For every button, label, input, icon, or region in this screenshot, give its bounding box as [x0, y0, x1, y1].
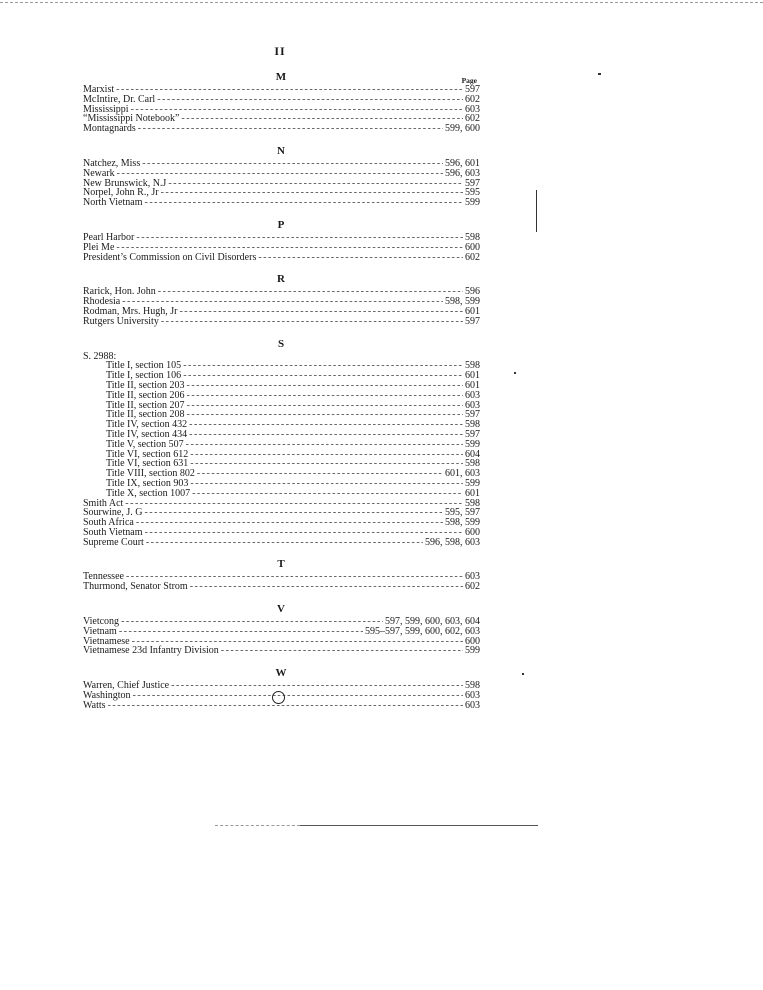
dot-leader: [190, 459, 463, 469]
dot-leader: [131, 105, 463, 115]
dot-leader: [190, 479, 463, 489]
index-term: Rhodesia: [83, 296, 121, 308]
index-pages: 596, 601: [445, 157, 480, 169]
dot-leader: [136, 233, 463, 243]
index-pages: 598, 599: [445, 296, 480, 308]
dot-leader: [158, 287, 463, 297]
dot-leader: [197, 469, 443, 479]
index-term: Marxist: [83, 84, 115, 95]
index-pages: 604: [465, 448, 480, 460]
index-pages: 596, 603: [445, 167, 480, 179]
index-pages: 597: [465, 315, 480, 327]
index-entry: [83, 188, 480, 198]
index-term: Title IV, section 432: [106, 419, 188, 431]
dot-leader: [144, 508, 443, 518]
dot-leader: [138, 124, 443, 134]
dot-leader: [119, 627, 363, 637]
index-entry: [83, 124, 480, 134]
dot-leader: [168, 179, 463, 189]
index-term: McIntire, Dr. Carl: [83, 93, 156, 105]
index-term: Title II, section 208: [106, 409, 185, 421]
index-entry: [83, 627, 480, 637]
dot-leader: [133, 691, 463, 701]
index-entry: [83, 287, 480, 297]
index-term: Pearl Harbor: [83, 231, 135, 243]
dot-leader: [190, 582, 463, 592]
dot-leader: [192, 489, 463, 499]
index-pages: 598: [465, 680, 480, 692]
index-term: Title V, section 507: [106, 438, 184, 450]
index-pages: 599: [465, 477, 480, 489]
index-pages: 603: [465, 103, 480, 115]
dot-leader: [144, 198, 463, 208]
section-letter: V: [277, 603, 285, 616]
index-pages: 595, 597: [445, 507, 480, 519]
index-term: Sourwine, J. G: [83, 507, 143, 519]
index-pages: 603: [465, 399, 480, 411]
index-entry: [83, 317, 480, 327]
dot-leader: [187, 391, 463, 401]
index-pages: 601: [465, 370, 480, 382]
index-pages: 598, 599: [445, 517, 480, 529]
section-letter: N: [277, 144, 285, 157]
index-pages: 597: [465, 177, 480, 189]
index-pages: 601: [465, 305, 480, 317]
scan-artifact-speck: [598, 73, 601, 75]
dot-leader: [146, 538, 423, 548]
index-pages: 598: [465, 419, 480, 431]
index-entry: [83, 233, 480, 243]
index-pages: 603: [465, 571, 480, 583]
scan-artifact-line: [536, 190, 537, 232]
end-of-page-circle: [272, 691, 285, 704]
index-term: Title I, section 105: [106, 360, 182, 372]
index-entry: [83, 646, 480, 656]
index-term: Plei Me: [83, 241, 115, 253]
scan-artifact-speck: [514, 372, 516, 374]
dot-leader: [181, 114, 463, 124]
dot-leader: [121, 617, 383, 627]
index-pages: 597: [465, 409, 480, 421]
dot-leader: [183, 371, 463, 381]
index-pages: 600: [465, 241, 480, 253]
index-term: Vietnam: [83, 625, 117, 637]
index-pages: 602: [465, 581, 480, 593]
dot-leader: [161, 317, 463, 327]
index-pages: 602: [465, 113, 480, 125]
page-column-label: Page: [461, 76, 477, 85]
index-pages: 601, 603: [445, 468, 480, 480]
index-term: Mississippi: [83, 103, 129, 115]
dot-leader: [136, 518, 443, 528]
dot-leader: [189, 420, 463, 430]
index-pages: 603: [465, 389, 480, 401]
index-term: Title VI, section 612: [106, 448, 189, 460]
page-number: II: [274, 44, 286, 58]
index-entry: [83, 159, 480, 169]
index-term: Title X, section 1007: [106, 487, 191, 499]
index-term: Vietnamese 23d Infantry Division: [83, 645, 219, 657]
index-pages: 601: [465, 487, 480, 499]
index-pages: 601: [465, 379, 480, 391]
index-pages: 599, 600: [445, 123, 480, 135]
index-entry: [83, 95, 480, 105]
index-term: Watts: [83, 699, 106, 711]
index-term: Rarick, Hon. John: [83, 286, 156, 298]
index-term: Rodman, Mrs. Hugh, Jr: [83, 305, 178, 317]
index-term: Title IX, section 903: [106, 477, 189, 489]
index-term: Smith Act: [83, 497, 124, 509]
section-letter: W: [275, 667, 287, 680]
index-pages: 595–597, 599, 600, 602, 603: [365, 625, 480, 637]
index-entry: [83, 489, 480, 499]
dot-leader: [187, 401, 463, 411]
index-term: Vietnamese: [83, 635, 130, 647]
index-term: Tennessee: [83, 571, 124, 583]
index-pages: 597, 599, 600, 603, 604: [385, 616, 480, 628]
dot-leader: [221, 646, 463, 656]
index-pages: 596: [465, 286, 480, 298]
index-pages: 598: [465, 497, 480, 509]
index-term: Newark: [83, 167, 115, 179]
index-pages: 596, 598, 603: [425, 536, 480, 548]
index-pages: 598: [465, 231, 480, 243]
index-entry: [83, 508, 480, 518]
index-term: Supreme Court: [83, 536, 144, 548]
index-pages: 598: [465, 360, 480, 372]
index-pages: 598: [465, 458, 480, 470]
dot-leader: [186, 440, 463, 450]
dot-leader: [258, 253, 463, 263]
index-pages: 602: [465, 251, 480, 263]
index-term: Thurmond, Senator Strom: [83, 581, 188, 593]
section-letter: M Page: [83, 70, 479, 85]
index-term: Montagnards: [83, 123, 136, 135]
index-term: Title VI, section 631: [106, 458, 189, 470]
index-pages: 603: [465, 699, 480, 711]
index-pages: 599: [465, 438, 480, 450]
dot-leader: [145, 528, 464, 538]
dot-leader: [116, 85, 463, 95]
index-term: “Mississippi Notebook”: [83, 113, 180, 125]
index-term: Natchez, Miss: [83, 157, 141, 169]
index-term: Title I, section 106: [106, 370, 182, 382]
index-term: President’s Commission on Civil Disorders: [83, 251, 257, 263]
section-letter: S: [277, 337, 285, 350]
scan-bottom-rule: [300, 825, 538, 826]
scan-top-rule: [0, 2, 763, 3]
section-letter: T: [277, 558, 285, 571]
dot-leader: [171, 681, 463, 691]
dot-leader: [125, 499, 463, 509]
dot-leader: [189, 430, 463, 440]
dot-leader: [190, 450, 463, 460]
index-pages: 595: [465, 187, 480, 199]
index-term: Title II, section 207: [106, 399, 185, 411]
index-term: Title IV, section 434: [106, 428, 188, 440]
index-term: South Vietnam: [83, 526, 143, 538]
index-entry: [83, 499, 480, 509]
index-entry: [83, 114, 480, 124]
index-pages: 599: [465, 197, 480, 209]
index-term: Rutgers University: [83, 315, 159, 327]
index-entry: [83, 198, 480, 208]
index-term: New Brunswick, N.J: [83, 177, 167, 189]
dot-leader: [187, 410, 463, 420]
index-entry: [83, 538, 480, 548]
dot-leader: [183, 361, 463, 371]
index-entry: [83, 582, 480, 592]
index-pages: 599: [465, 645, 480, 657]
index-pages: 600: [465, 526, 480, 538]
scan-artifact-speck: [522, 673, 524, 675]
dot-leader: [161, 188, 463, 198]
dot-leader: [179, 307, 463, 317]
dot-leader: [108, 701, 463, 711]
index-term: Norpel, John R., Jr: [83, 187, 159, 199]
index-term: Washington: [83, 690, 131, 702]
index-term: North Vietnam: [83, 197, 143, 209]
index-pages: 597: [465, 84, 480, 95]
index-term: South Africa: [83, 517, 134, 529]
section-letter: R: [277, 273, 285, 286]
index-entry: [83, 681, 480, 691]
index-pages: 602: [465, 93, 480, 105]
index-subheading-text: S. 2988:: [83, 350, 117, 362]
index-term: Vietcong: [83, 616, 120, 628]
dot-leader: [142, 159, 443, 169]
dot-leader: [157, 95, 463, 105]
section-letter: P: [277, 218, 285, 231]
index-term: Warren, Chief Justice: [83, 680, 170, 692]
index-entry: [83, 253, 480, 263]
index-list: [83, 70, 483, 711]
index-term: Title II, section 206: [106, 389, 185, 401]
index-term: Title II, section 203: [106, 379, 185, 391]
scan-bottom-rule-dashed: [215, 825, 300, 826]
index-pages: 603: [465, 690, 480, 702]
dot-leader: [187, 381, 463, 391]
index-pages: 597: [465, 428, 480, 440]
index-pages: 600: [465, 635, 480, 647]
index-term: Title VIII, section 802: [106, 468, 195, 480]
